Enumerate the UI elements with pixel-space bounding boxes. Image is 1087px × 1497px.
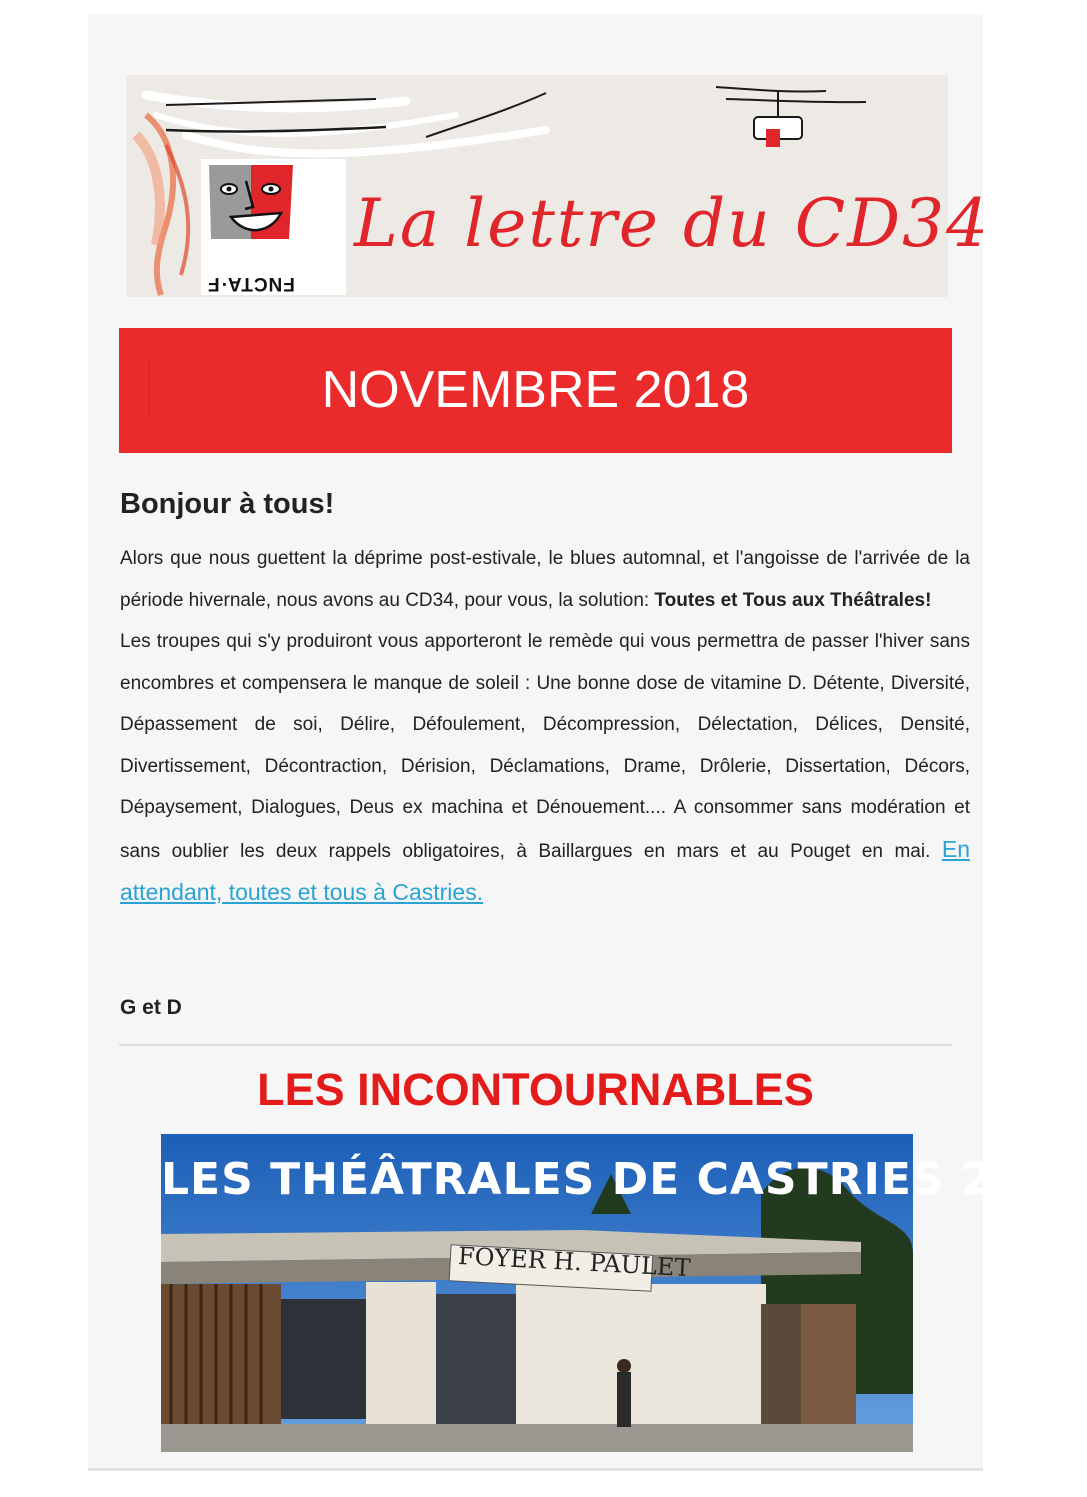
- intro-text-2: Les troupes qui s'y produiront vous apporteront le remède qui vous permettra de passer l'hiver sans encombres et compensera le manque de soleil : Une bonne dose de vitamine D. Détente, Diversité, Dépassement de soi, Délire, Défoulement, Décompression, Délectation, Délices, Densité, Divertissement, Décontraction, Dérision, Déclamations, Drame, Drôlerie, Dissertation, Décors, Dépaysement, Dialogues, Deus ex machina et Dénouement.... A consommer sans modération et sans oublier les deux rappels obligatoires, à Baillargues en mars et au Pouget en mai.: [120, 631, 970, 862]
- section-title: LES INCONTOURNABLES: [257, 1064, 814, 1115]
- header-banner: [126, 75, 991, 297]
- month-title: NOVEMBRE 2018: [321, 361, 750, 419]
- castries-photo[interactable]: [161, 1134, 1087, 1452]
- intro-bold-callout: Toutes et Tous aux Théâtrales!: [654, 589, 932, 611]
- greeting-heading: Bonjour à tous!: [120, 488, 335, 520]
- theatre-mask-icon: [201, 159, 298, 245]
- page-bottom-rule: [88, 1468, 983, 1471]
- castries-link[interactable]: En attendant, toutes et tous à Castries.: [120, 835, 970, 905]
- intro-text-1: Alors que nous guettent la déprime post-estivale, le blues automnal, et l'angoisse de l'arrivée de la période hivernale, nous avons au CD34, pour vous, la solution:: [120, 548, 970, 611]
- foyer-sign-text: FOYER H. PAULET: [457, 1241, 692, 1283]
- photo-banner-text: LES THÉÂTRALES DE CASTRIES 2018: [161, 1154, 1087, 1205]
- intro-paragraph: [120, 538, 970, 916]
- signature: G et D: [120, 996, 182, 1019]
- month-banner: [119, 328, 952, 453]
- section-divider: [119, 1044, 952, 1046]
- fncta-logo: FNCTA·F: [201, 159, 346, 295]
- banner-title: La lettre du CD34: [354, 185, 991, 262]
